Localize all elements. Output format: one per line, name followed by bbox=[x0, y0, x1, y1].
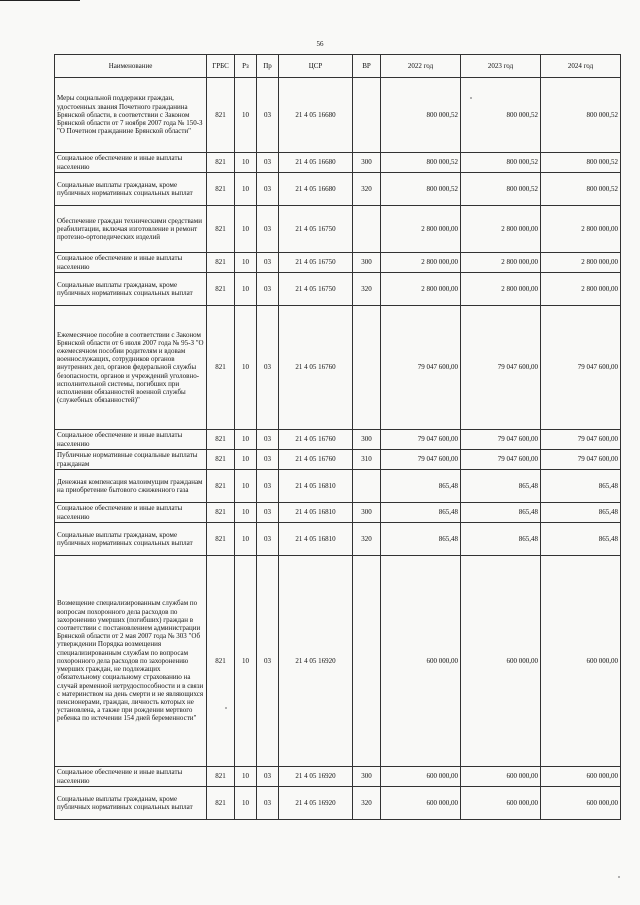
cell-csr: 21 4 05 16920 bbox=[279, 767, 353, 787]
cell-vr bbox=[353, 306, 381, 430]
table-row bbox=[55, 430, 621, 450]
scan-speck bbox=[470, 97, 472, 99]
cell-csr: 21 4 05 16760 bbox=[279, 306, 353, 430]
header-2023: 2023 год bbox=[461, 55, 541, 78]
cell-rz: 10 bbox=[235, 273, 257, 306]
table-row bbox=[55, 253, 621, 273]
header-pr: Пр bbox=[257, 55, 279, 78]
cell-grbs: 821 bbox=[207, 173, 235, 206]
table-row bbox=[55, 556, 621, 767]
cell-name: Ежемесячное пособие в соответствии с Законом Брянской области от 6 июля 2007 года № 95-З "О ежемесячном пособии родителям и вдовам военнослужащих, сотрудников органов внутренних дел, органов федеральной службы безопасности, органов и учреждений уголовно-исполнительной системы, погибших при исполнении обязанностей военной службы (служебных обязанностей)" bbox=[55, 306, 207, 430]
cell-vr: 320 bbox=[353, 173, 381, 206]
cell-rz: 10 bbox=[235, 767, 257, 787]
cell-2022: 600 000,00 bbox=[381, 767, 461, 787]
cell-csr: 21 4 05 16750 bbox=[279, 253, 353, 273]
cell-2023: 800 000,52 bbox=[461, 78, 541, 153]
cell-2022: 600 000,00 bbox=[381, 787, 461, 820]
cell-grbs: 821 bbox=[207, 153, 235, 173]
cell-pr: 03 bbox=[257, 556, 279, 767]
cell-2022: 865,48 bbox=[381, 470, 461, 503]
cell-2022: 79 047 600,00 bbox=[381, 306, 461, 430]
cell-2023: 2 800 000,00 bbox=[461, 273, 541, 306]
cell-csr: 21 4 05 16680 bbox=[279, 78, 353, 153]
table-row bbox=[55, 153, 621, 173]
cell-pr: 03 bbox=[257, 153, 279, 173]
cell-grbs: 821 bbox=[207, 503, 235, 523]
table-row bbox=[55, 503, 621, 523]
cell-vr: 300 bbox=[353, 253, 381, 273]
table-row bbox=[55, 173, 621, 206]
table-row bbox=[55, 78, 621, 153]
cell-vr: 300 bbox=[353, 503, 381, 523]
cell-grbs: 821 bbox=[207, 556, 235, 767]
cell-2022: 79 047 600,00 bbox=[381, 450, 461, 470]
cell-rz: 10 bbox=[235, 78, 257, 153]
table-row bbox=[55, 273, 621, 306]
cell-2023: 600 000,00 bbox=[461, 767, 541, 787]
cell-2024: 79 047 600,00 bbox=[541, 430, 621, 450]
cell-2024: 79 047 600,00 bbox=[541, 450, 621, 470]
cell-grbs: 821 bbox=[207, 450, 235, 470]
cell-name: Публичные нормативные социальные выплаты гражданам bbox=[55, 450, 207, 470]
cell-grbs: 821 bbox=[207, 430, 235, 450]
cell-2023: 865,48 bbox=[461, 503, 541, 523]
cell-2024: 2 800 000,00 bbox=[541, 273, 621, 306]
cell-grbs: 821 bbox=[207, 470, 235, 503]
cell-pr: 03 bbox=[257, 173, 279, 206]
cell-2023: 600 000,00 bbox=[461, 556, 541, 767]
cell-2023: 865,48 bbox=[461, 523, 541, 556]
cell-grbs: 821 bbox=[207, 787, 235, 820]
cell-rz: 10 bbox=[235, 206, 257, 253]
cell-2024: 600 000,00 bbox=[541, 556, 621, 767]
cell-name: Социальное обеспечение и иные выплаты населению bbox=[55, 767, 207, 787]
cell-pr: 03 bbox=[257, 206, 279, 253]
cell-csr: 21 4 05 16750 bbox=[279, 273, 353, 306]
cell-pr: 03 bbox=[257, 306, 279, 430]
budget-table bbox=[54, 54, 621, 820]
cell-2022: 800 000,52 bbox=[381, 78, 461, 153]
cell-vr: 310 bbox=[353, 450, 381, 470]
cell-grbs: 821 bbox=[207, 253, 235, 273]
cell-vr bbox=[353, 78, 381, 153]
cell-vr: 320 bbox=[353, 787, 381, 820]
cell-rz: 10 bbox=[235, 523, 257, 556]
cell-2022: 2 800 000,00 bbox=[381, 273, 461, 306]
cell-vr: 320 bbox=[353, 523, 381, 556]
top-rule bbox=[0, 0, 80, 1]
cell-csr: 21 4 05 16680 bbox=[279, 153, 353, 173]
page-number: 56 bbox=[316, 40, 324, 48]
cell-name: Социальное обеспечение и иные выплаты населению bbox=[55, 503, 207, 523]
cell-vr: 300 bbox=[353, 430, 381, 450]
cell-csr: 21 4 05 16750 bbox=[279, 206, 353, 253]
table-row bbox=[55, 206, 621, 253]
table-row bbox=[55, 470, 621, 503]
cell-name: Меры социальной поддержки граждан, удостоенных звания Почетного гражданина Брянской области, в соответствии с Законом Брянской области от 7 ноября 2007 года № 150-З "О Почетном гражданине Брянской области" bbox=[55, 78, 207, 153]
cell-2022: 865,48 bbox=[381, 503, 461, 523]
scan-speck bbox=[618, 876, 620, 878]
table-body bbox=[55, 78, 621, 820]
cell-2024: 865,48 bbox=[541, 503, 621, 523]
cell-2022: 2 800 000,00 bbox=[381, 253, 461, 273]
cell-rz: 10 bbox=[235, 253, 257, 273]
cell-2024: 600 000,00 bbox=[541, 767, 621, 787]
header-vr: ВР bbox=[353, 55, 381, 78]
table-row bbox=[55, 523, 621, 556]
cell-name: Возмещение специализированным службам по вопросам похоронного дела расходов по захоронению умерших (погибших) граждан в соответствии с постановлением администрации Брянской области от 2 мая 2007 года № 303 "Об утверждении Порядка возмещения специализированным службам по вопросам похоронного дела расходов по захоронению умерших граждан, не подлежащих обязательному социальному страхованию на случай временной нетрудоспособности и в связи с материнством на день смерти и не являющихся пенсионерами, граждан, личность которых не установлена, а также при рождении мертвого ребенка по истечении 154 дней беременности" bbox=[55, 556, 207, 767]
cell-pr: 03 bbox=[257, 470, 279, 503]
cell-pr: 03 bbox=[257, 787, 279, 820]
cell-2023: 600 000,00 bbox=[461, 787, 541, 820]
cell-csr: 21 4 05 16810 bbox=[279, 523, 353, 556]
header-grbs: ГРБС bbox=[207, 55, 235, 78]
cell-2023: 800 000,52 bbox=[461, 173, 541, 206]
cell-2023: 79 047 600,00 bbox=[461, 306, 541, 430]
cell-2024: 2 800 000,00 bbox=[541, 206, 621, 253]
cell-2024: 865,48 bbox=[541, 523, 621, 556]
cell-2022: 800 000,52 bbox=[381, 153, 461, 173]
cell-2024: 800 000,52 bbox=[541, 173, 621, 206]
cell-2022: 600 000,00 bbox=[381, 556, 461, 767]
cell-grbs: 821 bbox=[207, 306, 235, 430]
cell-name: Социальное обеспечение и иные выплаты населению bbox=[55, 153, 207, 173]
cell-csr: 21 4 05 16920 bbox=[279, 556, 353, 767]
header-rz: Рз bbox=[235, 55, 257, 78]
cell-vr: 300 bbox=[353, 767, 381, 787]
cell-grbs: 821 bbox=[207, 767, 235, 787]
cell-pr: 03 bbox=[257, 78, 279, 153]
cell-rz: 10 bbox=[235, 430, 257, 450]
cell-name: Социальное обеспечение и иные выплаты населению bbox=[55, 430, 207, 450]
cell-pr: 03 bbox=[257, 273, 279, 306]
cell-2024: 800 000,52 bbox=[541, 153, 621, 173]
table-row bbox=[55, 767, 621, 787]
cell-pr: 03 bbox=[257, 767, 279, 787]
cell-csr: 21 4 05 16760 bbox=[279, 450, 353, 470]
scan-speck bbox=[225, 707, 227, 709]
cell-name: Социальное обеспечение и иные выплаты населению bbox=[55, 253, 207, 273]
cell-pr: 03 bbox=[257, 503, 279, 523]
cell-csr: 21 4 05 16810 bbox=[279, 503, 353, 523]
cell-rz: 10 bbox=[235, 556, 257, 767]
cell-2024: 2 800 000,00 bbox=[541, 253, 621, 273]
cell-pr: 03 bbox=[257, 430, 279, 450]
cell-2022: 2 800 000,00 bbox=[381, 206, 461, 253]
cell-rz: 10 bbox=[235, 173, 257, 206]
header-2022: 2022 год bbox=[381, 55, 461, 78]
cell-2022: 79 047 600,00 bbox=[381, 430, 461, 450]
cell-rz: 10 bbox=[235, 503, 257, 523]
header-name: Наименование bbox=[55, 55, 207, 78]
cell-grbs: 821 bbox=[207, 206, 235, 253]
cell-2023: 865,48 bbox=[461, 470, 541, 503]
cell-vr bbox=[353, 556, 381, 767]
cell-csr: 21 4 05 16680 bbox=[279, 173, 353, 206]
cell-pr: 03 bbox=[257, 253, 279, 273]
cell-2023: 2 800 000,00 bbox=[461, 253, 541, 273]
cell-rz: 10 bbox=[235, 306, 257, 430]
cell-name: Социальные выплаты гражданам, кроме публичных нормативных социальных выплат bbox=[55, 273, 207, 306]
cell-name: Социальные выплаты гражданам, кроме публичных нормативных социальных выплат bbox=[55, 523, 207, 556]
cell-pr: 03 bbox=[257, 523, 279, 556]
cell-rz: 10 bbox=[235, 470, 257, 503]
cell-csr: 21 4 05 16760 bbox=[279, 430, 353, 450]
cell-name: Социальные выплаты гражданам, кроме публичных нормативных социальных выплат bbox=[55, 787, 207, 820]
cell-rz: 10 bbox=[235, 153, 257, 173]
cell-2024: 800 000,52 bbox=[541, 78, 621, 153]
cell-2024: 79 047 600,00 bbox=[541, 306, 621, 430]
cell-grbs: 821 bbox=[207, 273, 235, 306]
cell-2024: 865,48 bbox=[541, 470, 621, 503]
cell-2023: 79 047 600,00 bbox=[461, 450, 541, 470]
cell-2023: 2 800 000,00 bbox=[461, 206, 541, 253]
cell-csr: 21 4 05 16920 bbox=[279, 787, 353, 820]
header-2024: 2024 год bbox=[541, 55, 621, 78]
cell-vr bbox=[353, 470, 381, 503]
cell-name: Денежная компенсация малоимущим гражданам на приобретение бытового сжиженного газа bbox=[55, 470, 207, 503]
cell-csr: 21 4 05 16810 bbox=[279, 470, 353, 503]
cell-rz: 10 bbox=[235, 450, 257, 470]
table-header-row bbox=[55, 55, 621, 78]
cell-grbs: 821 bbox=[207, 523, 235, 556]
cell-2022: 800 000,52 bbox=[381, 173, 461, 206]
cell-2023: 800 000,52 bbox=[461, 153, 541, 173]
cell-grbs: 821 bbox=[207, 78, 235, 153]
cell-vr: 320 bbox=[353, 273, 381, 306]
cell-name: Социальные выплаты гражданам, кроме публичных нормативных социальных выплат bbox=[55, 173, 207, 206]
cell-rz: 10 bbox=[235, 787, 257, 820]
cell-2022: 865,48 bbox=[381, 523, 461, 556]
cell-vr bbox=[353, 206, 381, 253]
table-row bbox=[55, 450, 621, 470]
cell-pr: 03 bbox=[257, 450, 279, 470]
cell-name: Обеспечение граждан техническими средствами реабилитации, включая изготовление и ремонт протезно-ортопедических изделий bbox=[55, 206, 207, 253]
table-row bbox=[55, 787, 621, 820]
table-row bbox=[55, 306, 621, 430]
header-csr: ЦСР bbox=[279, 55, 353, 78]
cell-2024: 600 000,00 bbox=[541, 787, 621, 820]
cell-2023: 79 047 600,00 bbox=[461, 430, 541, 450]
cell-vr: 300 bbox=[353, 153, 381, 173]
